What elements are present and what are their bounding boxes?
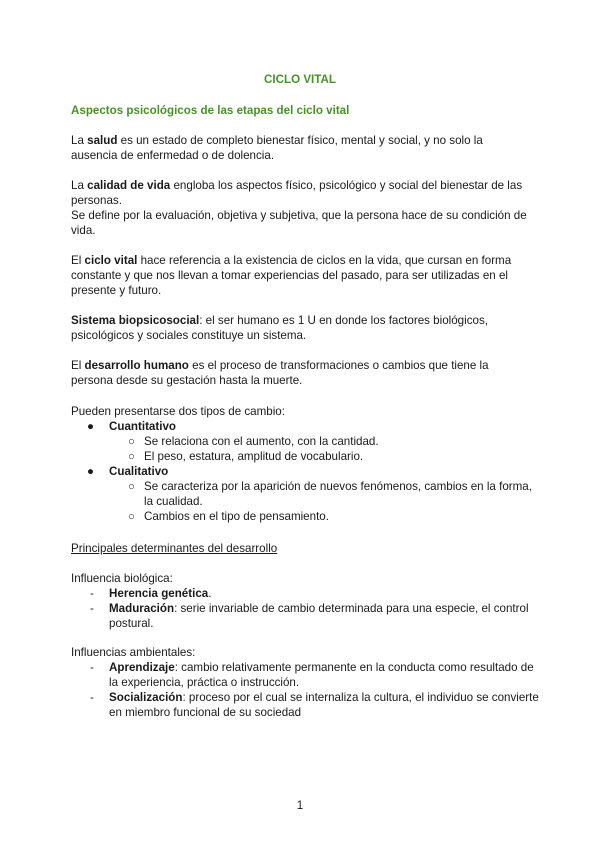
cambio-list — [71, 404, 541, 524]
determinantes-heading: Principales determinantes del desarrollo — [71, 542, 278, 555]
document-title: CICLO VITAL — [264, 73, 336, 86]
paragraph-salud — [71, 133, 531, 163]
list-item — [71, 464, 541, 479]
term: Socialización — [109, 691, 183, 704]
term: Maduración — [109, 602, 175, 615]
circle-bullet-icon: ○ — [128, 480, 136, 493]
ambientales-intro: Influencias ambientales: — [71, 646, 196, 659]
circle-bullet-icon: ○ — [128, 510, 136, 523]
text: : el ser humano es 1 U en donde los factores biológicos, psicológicos y sociales constituye un sistema. — [71, 314, 488, 342]
term: Herencia genética — [109, 587, 209, 600]
dash-icon: - — [90, 602, 94, 615]
text: es un estado de completo bienestar físico, mental y social, y no solo la ausencia de enfermedad o de dolencia. — [71, 134, 483, 162]
text: hace referencia a la existencia de ciclos en la vida, que cursan en forma constante y que nos llevan a tomar experiencias del pasado, para ser utilizadas en el presente y futuro. — [71, 254, 512, 297]
text: La — [71, 134, 88, 147]
text: : cambio relativamente permanente en la conducta como resultado de la experiencia, práctica o instrucción. — [109, 661, 534, 689]
text: : serie invariable de cambio determinada para una especie, el control postural. — [109, 602, 529, 630]
text: La — [71, 179, 88, 192]
list-item — [71, 479, 541, 509]
list-item — [71, 586, 541, 601]
term-sistema-biopsicosocial: Sistema biopsicosocial — [71, 314, 200, 327]
list-item — [71, 660, 541, 690]
influencias-ambientales — [71, 645, 541, 720]
text: engloba los aspectos físico, psicológico y social del bienestar de las personas. — [71, 179, 523, 207]
term: Aprendizaje — [109, 661, 175, 674]
text: Se define por la evaluación, objetiva y subjetiva, que la persona hace de su condición de vida. — [71, 209, 527, 237]
text: : proceso por el cual se internaliza la cultura, el individuo se convierte en miembro funcional de su sociedad — [109, 691, 539, 719]
dash-icon: - — [90, 587, 94, 600]
text: Se relaciona con el aumento, con la cantidad. — [144, 435, 379, 448]
list-item — [71, 601, 541, 631]
list-item — [71, 449, 541, 464]
list-item — [71, 419, 541, 434]
text: . — [208, 587, 212, 600]
text: Se caracteriza por la aparición de nuevos fenómenos, cambios en la forma, la cualidad. — [144, 480, 532, 508]
dash-icon: - — [90, 691, 94, 704]
section-heading: Aspectos psicológicos de las etapas del ciclo vital — [71, 104, 350, 117]
paragraph-calidad-vida — [71, 178, 531, 238]
paragraph-sistema — [71, 313, 531, 343]
paragraph-desarrollo — [71, 358, 531, 388]
circle-bullet-icon: ○ — [128, 435, 136, 448]
bullet-icon: ● — [87, 465, 95, 478]
list-item — [71, 690, 541, 720]
bullet-label: Cualitativo — [109, 465, 169, 478]
text: El — [71, 359, 85, 372]
list-item — [71, 434, 541, 449]
text: Cambios en el tipo de pensamiento. — [144, 510, 329, 523]
term-desarrollo-humano: desarrollo humano — [84, 359, 189, 372]
influencia-biologica — [71, 571, 541, 631]
term-calidad-vida: calidad de vida — [87, 179, 171, 192]
paragraph-ciclo-vital — [71, 253, 531, 298]
dash-icon: - — [90, 661, 94, 674]
text: es el proceso de transformaciones o cambios que tiene la persona desde su gestación hasta la muerte. — [71, 359, 489, 387]
bullet-icon: ● — [87, 420, 95, 433]
biologica-intro: Influencia biológica: — [71, 572, 173, 585]
term-salud: salud — [87, 134, 118, 147]
circle-bullet-icon: ○ — [128, 450, 136, 463]
bullet-label: Cuantitativo — [109, 420, 176, 433]
list-item — [71, 509, 541, 524]
cambio-intro: Pueden presentarse dos tipos de cambio: — [71, 405, 285, 418]
page-number: 1 — [296, 799, 304, 812]
term-ciclo-vital: ciclo vital — [84, 254, 138, 267]
text: El peso, estatura, amplitud de vocabulario. — [144, 450, 364, 463]
text: El — [71, 254, 85, 267]
